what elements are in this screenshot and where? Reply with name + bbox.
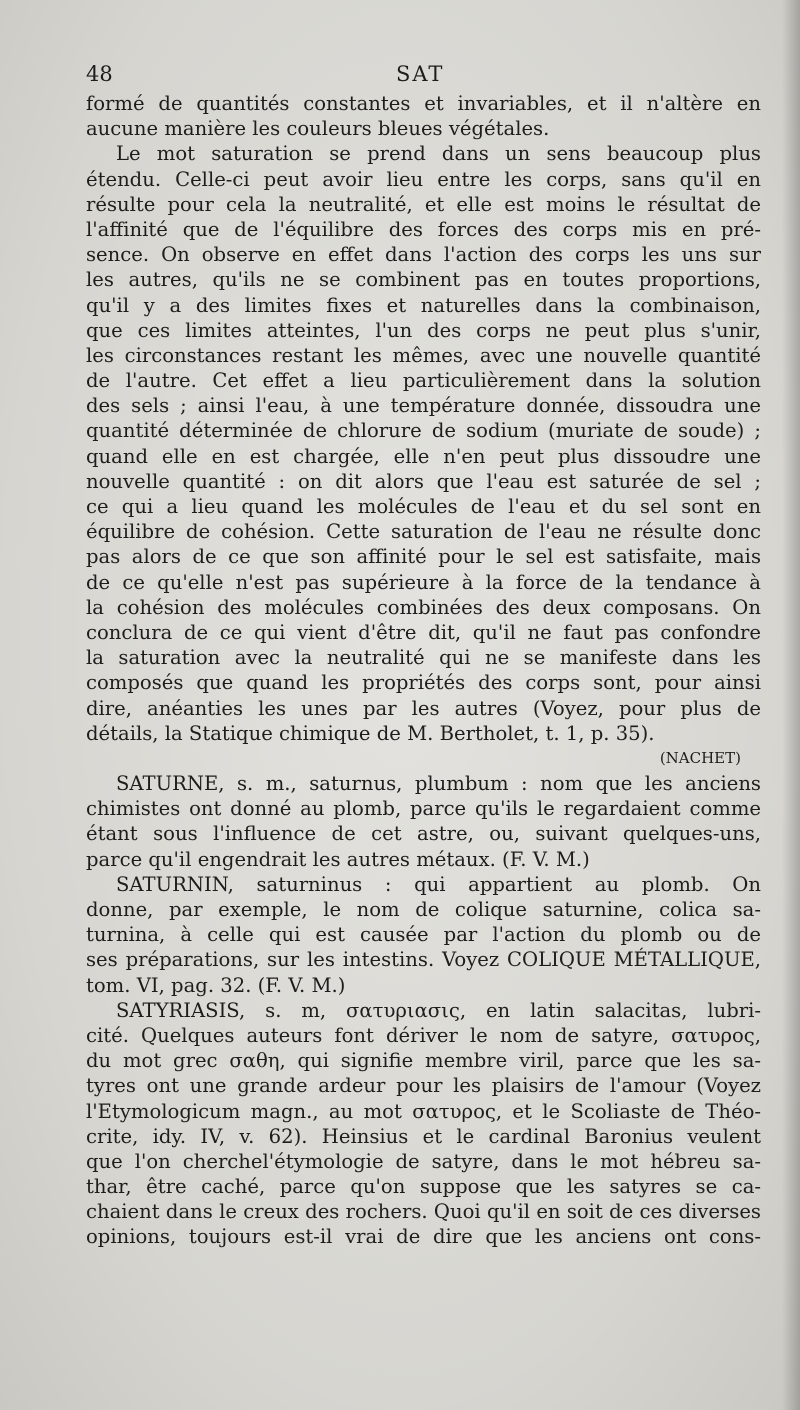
text-line: les autres, qu'ils ne se combinent pas en toutes proportions,: [86, 268, 761, 292]
text-line: qu'il y a des limites fixes et naturelles dans la combinaison,: [86, 293, 761, 317]
text-line: SATYRIASIS, s. m, σατυριασις, en latin salacitas, lubri-: [116, 998, 761, 1022]
text-line: aucune manière les couleurs bleues végétales.: [86, 117, 550, 141]
text-line: turnina, à celle qui est causée par l'action du plomb ou de: [86, 923, 761, 947]
text-line: sence. On observe en effet dans l'action des corps les uns sur: [86, 243, 761, 267]
text-line: Le mot saturation se prend dans un sens beaucoup plus: [116, 142, 761, 166]
text-line: chaient dans le creux des rochers. Quoi qu'il en soit de ces diverses: [86, 1200, 761, 1224]
body-text: [86, 91, 761, 1250]
text-line: des sels ; ainsi l'eau, à une température donnée, dissoudra une: [86, 394, 761, 418]
text-line: que l'on cherchel'étymologie de satyre, dans le mot hébreu sa-: [86, 1149, 761, 1173]
text-line: l'Etymologicum magn., au mot σατυρος, et le Scoliaste de Théo-: [86, 1099, 761, 1123]
text-line: de ce qu'elle n'est pas supérieure à la force de la tendance à: [86, 570, 761, 594]
text-line: pas alors de ce que son affinité pour le sel est satisfaite, mais: [86, 545, 761, 569]
text-line: résulte pour cela la neutralité, et elle est moins le résultat de: [86, 192, 761, 216]
text-line: ses préparations, sur les intestins. Voyez COLIQUE MÉTALLIQUE,: [86, 948, 761, 972]
text-line: tyres ont une grande ardeur pour les plaisirs de l'amour (Voyez: [86, 1074, 761, 1098]
text-line: détails, la Statique chimique de M. Bertholet, t. 1, p. 35).: [86, 721, 655, 745]
text-line: opinions, toujours est-il vrai de dire que les anciens ont cons-: [86, 1225, 761, 1249]
text-line: de l'autre. Cet effet a lieu particulièrement dans la solution: [86, 369, 761, 393]
text-line: SATURNIN, saturninus : qui appartient au plomb. On: [116, 872, 761, 896]
text-line: formé de quantités constantes et invariables, et il n'altère en: [86, 92, 761, 115]
text-line: (NACHET): [659, 748, 741, 767]
text-line: du mot grec σαθη, qui signifie membre viril, parce que les sa-: [86, 1049, 761, 1073]
page-number: 48: [86, 62, 113, 86]
text-line: étendu. Celle-ci peut avoir lieu entre les corps, sans qu'il en: [86, 167, 761, 191]
text-line: dire, anéanties les unes par les autres (Voyez, pour plus de: [86, 696, 761, 720]
running-head: SAT: [396, 62, 445, 86]
text-line: la saturation avec la neutralité qui ne se manifeste dans les: [86, 646, 761, 670]
text-line: crite, idy. IV, v. 62). Heinsius et le cardinal Baronius veulent: [86, 1124, 761, 1148]
text-line: thar, être caché, parce qu'on suppose que les satyres se ca-: [86, 1175, 761, 1199]
text-line: étant sous l'influence de cet astre, ou, suivant quelques-uns,: [86, 822, 761, 846]
page-header: [86, 62, 761, 92]
text-line: composés que quand les propriétés des corps sont, pour ainsi: [86, 671, 761, 695]
text-line: cité. Quelques auteurs font dériver le nom de satyre, σατυρος,: [86, 1023, 761, 1047]
text-line: SATURNE, s. m., saturnus, plumbum : nom que les anciens: [116, 772, 761, 796]
text-line: que ces limites atteintes, l'un des corps ne peut plus s'unir,: [86, 318, 761, 342]
text-line: conclura de ce qui vient d'être dit, qu'il ne faut pas confondre: [86, 620, 761, 644]
text-line: quand elle en est chargée, elle n'en peut plus dissoudre une: [86, 444, 761, 468]
text-line: la cohésion des molécules combinées des deux composans. On: [86, 595, 761, 619]
text-line: nouvelle quantité : on dit alors que l'eau est saturée de sel ;: [86, 469, 761, 493]
text-line: parce qu'il engendrait les autres métaux. (F. V. M.): [86, 847, 590, 871]
text-line: donne, par exemple, le nom de colique saturnine, colica sa-: [86, 898, 761, 921]
text-line: chimistes ont donné au plomb, parce qu'ils le regardaient comme: [86, 797, 761, 821]
text-line: quantité déterminée de chlorure de sodium (muriate de soude) ;: [86, 419, 761, 443]
text-line: tom. VI, pag. 32. (F. V. M.): [86, 973, 346, 997]
text-line: l'affinité que de l'équilibre des forces des corps mis en pré-: [86, 217, 761, 241]
text-line: équilibre de cohésion. Cette saturation de l'eau ne résulte donc: [86, 520, 761, 544]
page-edge-shadow: [782, 0, 800, 1410]
text-line: les circonstances restant les mêmes, avec une nouvelle quantité: [86, 343, 761, 367]
text-line: ce qui a lieu quand les molécules de l'eau et du sel sont en: [86, 495, 761, 518]
